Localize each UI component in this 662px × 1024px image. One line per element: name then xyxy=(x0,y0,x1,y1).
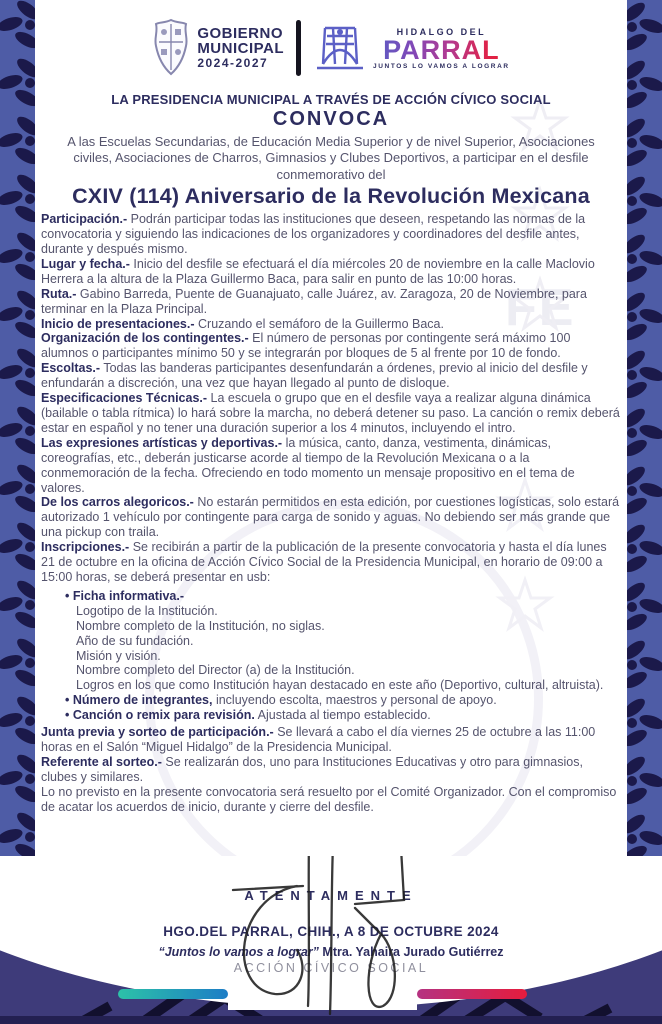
section-text: Gabino Barreda, Puente de Guanajuato, calle Juárez, av. Zaragoza, 20 de Noviembre, para terminar en la Plaza Principal. xyxy=(41,286,587,316)
municipal-label: MUNICIPAL xyxy=(197,39,285,57)
term-years: 2024-2027 xyxy=(197,55,269,70)
section-lead: Las expresiones artísticas y deportivas.- xyxy=(41,435,283,450)
logo-divider xyxy=(296,20,301,76)
parral-bridge-icon xyxy=(313,20,367,76)
section-expresiones xyxy=(41,436,621,496)
section-text: la música, canto, danza, vestimenta, dinámicas, coreografías, etc., deberán justicarse acorde al tiempo de la Revolución Mexicana o a la conmemoración de la fecha. Ofreciendo en todo momento un mensaje propositivo en el tema de valores. xyxy=(41,435,575,495)
signer-name: Mtra. Yahaira Jurado Gutiérrez xyxy=(322,945,504,959)
header-logos xyxy=(41,0,621,83)
ficha-line: Año de su fundación. xyxy=(76,633,194,648)
ficha-line: Misión y visión. xyxy=(76,648,161,663)
section-lead: Junta previa y sorteo de participación.- xyxy=(41,725,274,740)
ficha-lines xyxy=(76,604,621,693)
parral-logo xyxy=(313,20,510,76)
section-participacion xyxy=(41,212,621,257)
section-lead: Inicio de presentaciones.- xyxy=(41,316,195,331)
section-text: La escuela o grupo que en el desfile vaya a realizar alguna dinámica (bailable o tabla rítmica) lo hará sobre la marcha, no deberá detener su paso. La canción o remix deberá estar en español y no tener una duración superior a los 4 minutos, incluyendo el intro. xyxy=(41,391,620,435)
audience-paragraph: A las Escuelas Secundarias, de Educación Media Superior y de nivel Superior, Asociaciones civiles, Asociaciones de Charros, Gimnasios y Clubes Deportivos, a participar en el desfile conmemorativo del xyxy=(67,134,595,182)
section-lead: Escoltas.- xyxy=(41,361,101,376)
municipal-crest-icon xyxy=(152,18,190,78)
section-escoltas xyxy=(41,361,621,391)
bullet-lead: • Ficha informativa.- xyxy=(65,588,184,603)
section-lead: Lugar y fecha.- xyxy=(41,256,130,271)
section-text: Podrán participar todas las instituciones que deseen, respetando las normas de la convocatoria y siguiendo las indicaciones de los organizadores y coordinadores del desfile antes, durante y después mismo. xyxy=(41,212,586,257)
department-label: ACCIÓN CÍVICO SOCIAL xyxy=(233,961,429,975)
section-text: Se realizarán dos, uno para Instituciones Educativas y otro para gimnasios, clubes y similares. xyxy=(41,754,583,784)
requirements-list xyxy=(65,589,621,723)
section-lead: Participación.- xyxy=(41,212,128,227)
section-especificaciones xyxy=(41,391,621,436)
section-junta-previa xyxy=(41,725,621,755)
ficha-line: Nombre completo de la Institución, no siglas. xyxy=(76,618,325,633)
section-lead: Organización de los contingentes.- xyxy=(41,331,249,346)
section-inscripciones xyxy=(41,540,621,585)
section-lead: Especificaciones Técnicas.- xyxy=(41,391,208,406)
section-lead: Ruta.- xyxy=(41,286,77,301)
kicker-line: LA PRESIDENCIA MUNICIPAL A TRAVÉS DE ACCIÓN CÍVICO SOCIAL xyxy=(111,92,551,107)
section-text: Cruzando el semáforo de la Guillermo Baca. xyxy=(198,316,444,331)
ficha-line: Nombre completo del Director (a) de la Institución. xyxy=(76,663,355,678)
date-line: HGO.DEL PARRAL, CHIH., A 8 DE OCTUBRE 2024 xyxy=(163,924,499,939)
closing-paragraph: Lo no previsto en la presente convocatoria será resuelto por el Comité Organizador. Con el compromiso de acatar los acuerdos de inicio, durante y cierre del desfile. xyxy=(41,784,617,814)
section-text: Se llevará a cabo el día viernes 25 de octubre a las 11:00 horas en el Salón “Miguel Hidalgo” de la Presidencia Municipal. xyxy=(41,725,596,754)
parral-wordmark: PARRAL xyxy=(373,37,510,63)
section-text: Se recibirán a partir de la publicación de la presente convocatoria y hasta el día lunes 21 de octubre en la oficina de Acción Cívico Social de la Presidencia Municipal, en horario de 09:00 a 15:00 horas, se deberá presentar en usb: xyxy=(41,540,607,584)
section-organizacion xyxy=(41,331,621,361)
convoca-title: CONVOCA xyxy=(272,108,390,130)
municipal-logo-text xyxy=(197,26,284,71)
anniversary-title: CXIV (114) Aniversario de la Revolución Mexicana xyxy=(72,184,590,209)
section-text: El número de personas por contingente será máximo 100 alumnos o participantes mínimo 50 y se integrarán por bloques de 5 al frente por 10 de fondo. xyxy=(41,331,571,361)
section-text: Inicio del desfile se efectuará el día miércoles 20 de noviembre en la calle Maclovio Herrera a la altura de la Plaza Guillermo Baca, para salir en punto de las 10:00 horas. xyxy=(41,256,595,286)
section-inicio-presentaciones xyxy=(41,317,621,332)
section-lead: De los carros alegoricos.- xyxy=(41,495,194,510)
parral-tagline: JUNTOS LO VAMOS A LOGRAR xyxy=(373,62,510,70)
ficha-line: Logotipo de la Institución. xyxy=(76,603,218,618)
gobierno-label: GOBIERNO xyxy=(197,24,283,42)
integrantes-bullet xyxy=(65,693,621,708)
atentamente-label: ATENTAMENTE xyxy=(244,888,418,903)
section-referente-sorteo xyxy=(41,755,621,785)
ficha-line: Logros en los que como Institución hayan destacado en este año (Deportivo, cultural, altruista). xyxy=(76,678,604,693)
section-lead: Inscripciones.- xyxy=(41,540,130,555)
bullet-text: Ajustada al tiempo establecido. xyxy=(257,708,431,723)
bullet-lead: • Canción o remix para revisión. xyxy=(65,708,255,723)
section-carros xyxy=(41,495,621,540)
section-text: No estarán permitidos en esta edición, por cuestiones logísticas, solo estará autorizado 1 vehículo por contingente para carga de sonido y aguas. No debiendo ser más grande que una pickup con traila. xyxy=(41,495,620,540)
municipal-logo xyxy=(152,18,284,78)
bullet-text: incluyendo escolta, maestros y personal de apoyo. xyxy=(215,693,497,708)
parral-logo-text xyxy=(373,27,510,70)
cancion-bullet xyxy=(65,708,621,723)
handwritten-signature xyxy=(205,856,445,1024)
section-lead: Referente al sorteo.- xyxy=(41,754,162,769)
hidalgo-del-label: HIDALGO DEL xyxy=(396,26,487,37)
slogan-quote: “Juntos lo vamos a lograr” xyxy=(158,945,319,959)
section-text: Todas las banderas participantes desenfundarán a órdenes, previo al inicio del desfile y enfundarán a discreción, una vez que hayan llegado al punto de disloque. xyxy=(41,361,588,391)
watermark-letters: FE xyxy=(505,279,576,337)
bullet-lead: • Número de integrantes, xyxy=(65,693,213,708)
footer-band xyxy=(0,856,662,1024)
ficha-informativa-bullet xyxy=(65,589,621,604)
section-lugar-fecha xyxy=(41,257,621,287)
section-ruta xyxy=(41,287,621,317)
